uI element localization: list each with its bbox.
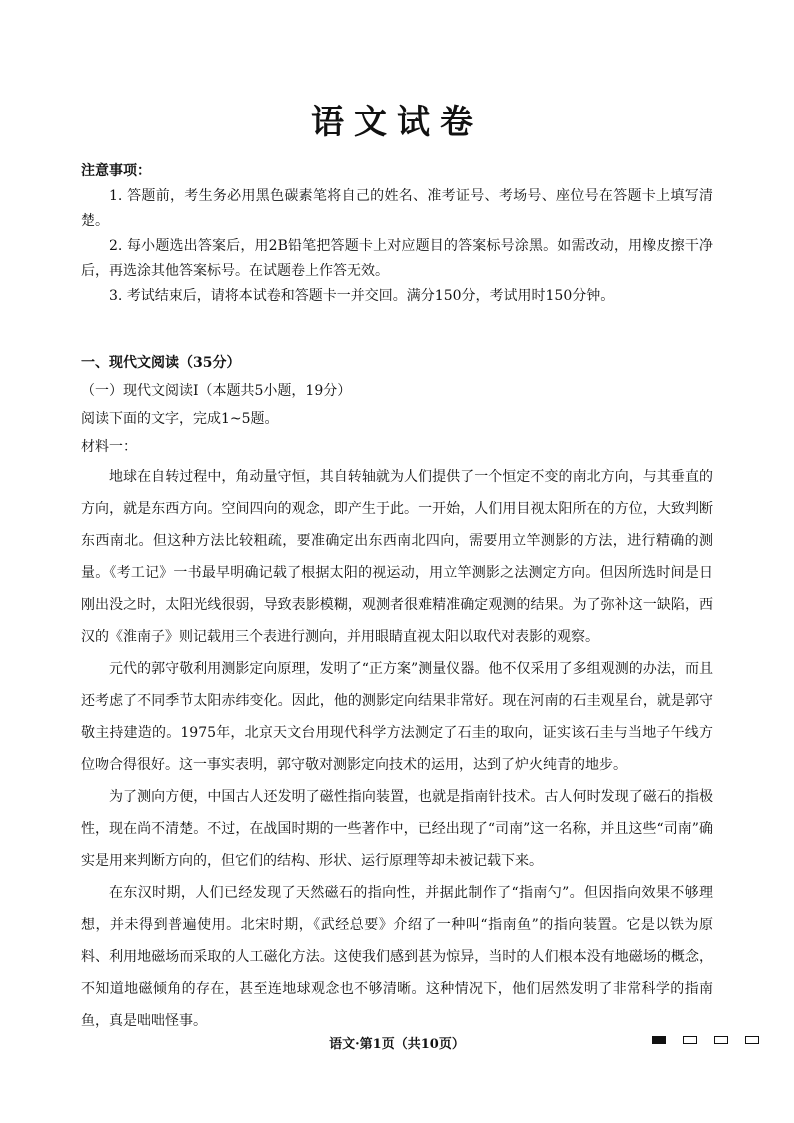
passage-paragraph: 为了测向方便，中国古人还发明了磁性指向装置，也就是指南针技术。古人何时发现了磁石的指极性，现在尚不清楚。不过，在战国时期的一些著作中，已经出现了“司南”这一名称，并且这些“司南”确实是用来判断方向的，但它们的结构、形状、运行原理等却未被记载下来。: [81, 789, 713, 869]
page-marker-filled-icon: [652, 1036, 666, 1044]
material-label: 材料一：: [81, 439, 137, 455]
section-one: [81, 349, 713, 1037]
notice-heading: 注意事项：: [81, 163, 151, 179]
page-marker-empty-icon: [683, 1036, 697, 1044]
passage-paragraph: 元代的郭守敬利用测影定向原理，发明了“正方案”测量仪器。他不仅采用了多组观测的办法，而且还考虑了不同季节太阳赤纬变化。因此，他的测影定向结果非常好。现在河南的石圭观星台，就是郭守敬主持建造的。1975年，北京天文台用现代科学方法测定了石圭的取向，证实该石圭与当地子午线方位吻合得很好。这一事实表明，郭守敬对测影定向技术的运用，达到了炉火纯青的地步。: [81, 661, 713, 773]
reading-instruction: 阅读下面的文字，完成1~5题。: [81, 411, 279, 427]
notice-item: 1. 答题前，考生务必用黑色碳素笔将自己的姓名、准考证号、考场号、座位号在答题卡上填写清楚。: [81, 188, 713, 229]
notice-item: 3. 考试结束后，请将本试卷和答题卡一并交回。满分150分，考试用时150分钟。: [109, 288, 615, 304]
notice-item: 2. 每小题选出答案后，用2B铅笔把答题卡上对应题目的答案标号涂黑。如需改动，用橡皮擦干净后，再选涂其他答案标号。在试题卷上作答无效。: [81, 238, 713, 279]
page-content: [81, 160, 713, 1037]
notice-block: [81, 160, 713, 309]
page-marker-empty-icon: [714, 1036, 728, 1044]
page-footer: 语文·第1页（共10页）: [329, 1037, 465, 1052]
section-heading: 一、现代文阅读（35分）: [81, 355, 241, 371]
page-marker-empty-icon: [745, 1036, 759, 1044]
subsection-heading: （一）现代文阅读Ⅰ（本题共5小题，19分）: [81, 383, 352, 399]
passage-paragraph: 在东汉时期，人们已经发现了天然磁石的指向性，并据此制作了“指南勺”。但因指向效果不够理想，并未得到普遍使用。北宋时期，《武经总要》介绍了一种叫“指南鱼”的指向装置。它是以铁为原料、利用地磁场而采取的人工磁化方法。这使我们感到甚为惊异，当时的人们根本没有地磁场的概念，不知道地磁倾角的存在，甚至连地球观念也不够清晰。这种情况下，他们居然发明了非常科学的指南鱼，真是咄咄怪事。: [81, 885, 713, 1029]
page-title: 语文试卷: [311, 102, 483, 141]
passage-paragraph: 地球在自转过程中，角动量守恒，其自转轴就为人们提供了一个恒定不变的南北方向，与其垂直的方向，就是东西方向。空间四向的观念，即产生于此。一开始，人们用目视太阳所在的方位，大致判断东西南北。但这种方法比较粗疏，要准确定出东西南北四向，需要用立竿测影的方法，进行精确的测量。《考工记》一书最早明确记载了根据太阳的视运动，用立竿测影之法测定方向。但因所选时间是日刚出没之时，太阳光线很弱，导致表影模糊，观测者很难精准确定观测的结果。为了弥补这一缺陷，西汉的《淮南子》则记载用三个表进行测向，并用眼睛直视太阳以取代对表影的观察。: [81, 469, 713, 645]
